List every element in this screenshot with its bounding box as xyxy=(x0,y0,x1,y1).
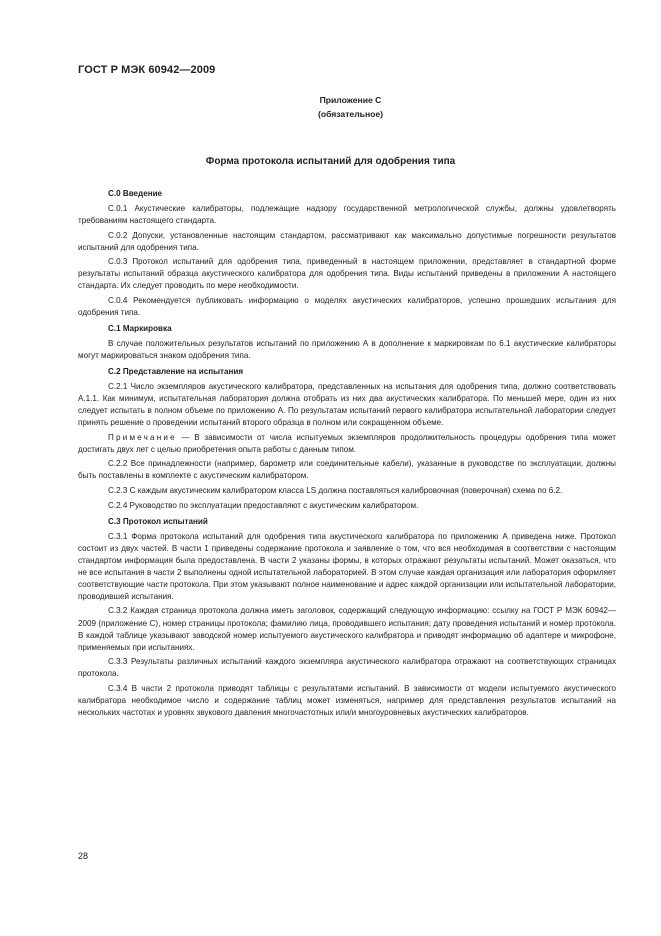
paragraph-c24: С.2.4 Руководство по эксплуатации предоставляют с акустическим калибратором. xyxy=(108,500,419,510)
paragraph-c02: С.0.2 Допуски, установленные настоящим стандартом, рассматривают как максимально допустимые погрешности результатов испытаний для одобрения типа. xyxy=(78,230,616,252)
paragraph-c23: С.2.3 С каждым акустическим калибратором класса LS должна поставляться калибровочная (поверочная) схема по 6.2. xyxy=(108,486,563,496)
annex-title: Приложение С xyxy=(319,95,382,105)
section-heading-submission: С.2 Представление на испытания xyxy=(108,367,244,377)
paragraph-c01: С.0.1 Акустические калибраторы, подлежащие надзору государственной метрологической службы, должны удовлетворять требованиям настоящего стандарта. xyxy=(78,204,616,226)
page-header-standard: ГОСТ Р МЭК 60942—2009 xyxy=(78,64,216,76)
paragraph-c22: С.2.2 Все принадлежности (например, барометр или соединительные кабели), указанные в руководстве по эксплуатации, должны быть поставлены в комплекте с акустическим калибратором. xyxy=(78,459,616,481)
note-label: Примечание xyxy=(108,432,177,442)
annex-heading xyxy=(0,93,661,121)
paragraph-c04: С.0.4 Рекомендуется публиковать информацию о моделях акустических калибраторов, успешно прошедших испытания для одобрения типа. xyxy=(78,295,616,317)
section-heading-intro: С.0 Введение xyxy=(108,189,163,198)
section-heading-test-report: С.3 Протокол испытаний xyxy=(108,516,208,526)
paragraph-c33: С.3.3 Результаты различных испытаний каждого экземпляра акустического калибратора отражают на соответствующих страницах протокола. xyxy=(78,657,616,679)
annex-status: (обязательное) xyxy=(317,109,384,119)
note-paragraph xyxy=(78,432,616,456)
document-body xyxy=(78,188,616,721)
paragraph-c21: С.2.1 Число экземпляров акустического калибратора, представленных на испытания для одобрения типа, должно соответствовать А.1.1. Как минимум, испытательная лаборатория должна отобрать из них два акустических калибратора. По меньшей мере, один из них следует испытать в полном объеме по приложению А. По результатам испытаний первого калибратора испытательной лаборатории следует принять решение о проведении испытаний второго образца в полном или сокращенном объеме. xyxy=(78,382,616,428)
paragraph-c32: С.3.2 Каждая страница протокола должна иметь заголовок, содержащий следующую информацию: ссылку на ГОСТ Р МЭК 60942—2009 (приложение С), номер страницы протокола; фамилию лица, проводившего испытания; дату проведения испытаний и номер протокола. В каждой таблице указывают заводской номер испытуемого акустического калибратора и приводят информацию об адаптере и микрофоне, применяемых при испытаниях. xyxy=(78,606,616,652)
note-text: — В зависимости от числа испытуемых экземпляров продолжительность процедуры одобрения типа может достигать двух лет с целью приобретения опыта работы с данным типом. xyxy=(78,432,616,454)
paragraph-c1: В случае положительных результатов испытаний по приложению А в дополнение к маркировкам по 6.1 акустические калибраторы могут маркироваться знаком одобрения типа. xyxy=(78,339,616,361)
form-title: Форма протокола испытаний для одобрения типа xyxy=(205,156,456,167)
section-heading-marking: С.1 Маркировка xyxy=(108,323,172,333)
paragraph-c03: С.0.3 Протокол испытаний для одобрения типа, приведенный в настоящем приложении, представляет в стандартной форме результаты испытаний образца акустического калибратора для одобрения типа. Виды испытаний приведены в приложении А настоящего стандарта. Их следует проводить по мере необходимости. xyxy=(78,257,616,291)
paragraph-c31: С.3.1 Форма протокола испытаний для одобрения типа акустического калибратора по приложению А приведена ниже. Протокол состоит из двух частей. В части 1 приведены содержание протокола и заявление о том, что вся необходимая в соответствии с настоящим стандартом информация была предоставлена. В части 2 указаны формы, в которых отражают результаты испытаний. Может оказаться, что не все испытания в части 2 выполнены одной испытательной лабораторией. В этом случае каждая организация или лаборатория оформляет соответствующие части протокола. При этом указывают полное наименование и адрес каждой организации или испытательной лаборатории, проводившей испытания. xyxy=(78,531,616,601)
paragraph-c34: С.3.4 В части 2 протокола приводят таблицы с результатами испытаний. В зависимости от модели испытуемого акустического калибратора необходимое число и содержание таблиц может изменяться, например для представления результатов испытаний на нескольких частотах и уровнях звукового давления многочастотных или/и многоуровневых акустических калибраторов. xyxy=(78,683,616,717)
page-number: 28 xyxy=(78,851,89,861)
